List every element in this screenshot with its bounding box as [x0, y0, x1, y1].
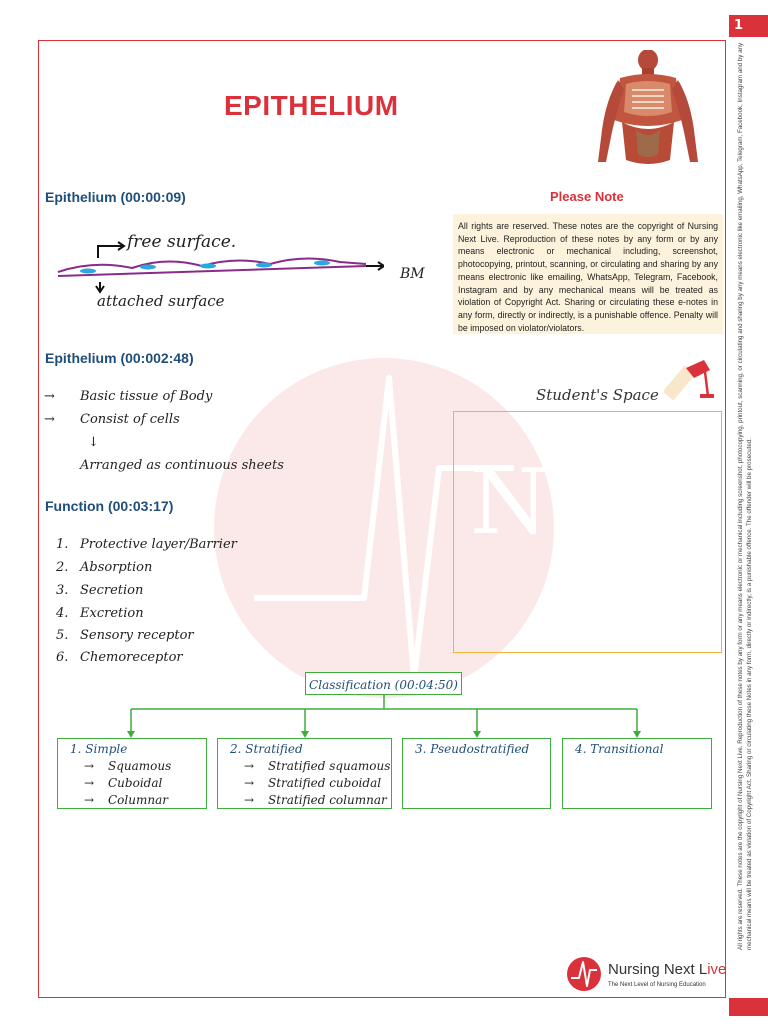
function-item: 4. Excretion: [56, 606, 144, 621]
label-bm: BM: [400, 266, 425, 282]
group-item: → Stratified squamous: [244, 759, 391, 773]
classification-box-stratified: [217, 738, 392, 809]
label-attached-surface: attached surface: [97, 292, 225, 310]
copyright-note-box: All rights are reserved. These notes are the copyright of Nursing Next Live. Reproduction of these notes by any form or by any means electronic or mechanical including, screenshot, photocopying, printout, scanning, or circulating and sharing by any means electronic like emailing, WhatsApp, Telegram, Facebook, Instagram and by any mechanical means will be treated as violation of Copyright Act. Sharing or circulating these e-notes in any form, directly or indirectly, is a punishable offence. Penalty will be imposed on violator/violators.: [453, 214, 723, 334]
classification-box-transitional: [562, 738, 712, 809]
nursing-next-live-logo-icon: [566, 956, 602, 992]
page-footer-bar: [729, 998, 768, 1016]
classification-box-simple: [57, 738, 207, 809]
group-title: 3. Pseudostratified: [415, 742, 530, 756]
arrow-icon: →: [44, 389, 55, 404]
classification-title-box: [305, 672, 462, 695]
function-item: 3. Secretion: [56, 583, 144, 598]
watermark-n-letter: N: [470, 450, 549, 555]
function-item: 5. Sensory receptor: [56, 628, 194, 643]
function-item: 2. Absorption: [56, 560, 153, 575]
students-space-label: Student's Space: [536, 386, 659, 404]
please-note-title: Please Note: [550, 189, 624, 204]
bullet-text: Basic tissue of Body: [80, 389, 213, 404]
heading-epithelium-1: Epithelium (00:00:09): [45, 189, 186, 205]
group-item: → Stratified cuboidal: [244, 776, 382, 790]
group-item: → Squamous: [84, 759, 172, 773]
heading-epithelium-2: Epithelium (00:002:48): [45, 350, 194, 366]
down-arrow-icon: ↓: [88, 435, 99, 450]
arrow-icon: →: [44, 412, 55, 427]
group-item: → Columnar: [84, 793, 168, 807]
side-copyright-notice: All rights are reserved. These notes are the copyright of Nursing Next Live. Reproduction of these notes by any form or any means electronic or mechanical including screenshot, photocopying, printout, scanning, or circulating and sharing by any means electronic like emailing, WhatsApp, Telegram, Facebook, Instagram and by any mechanical means will be treated as violation of Copyright Act. Sharing or circulating these Notes in any form, directly or indirectly, is a punishable offence. The offender will be prosecuted.: [737, 42, 753, 950]
group-item: → Cuboidal: [84, 776, 163, 790]
logo-wordmark: Nursing Next Live: [608, 961, 727, 978]
bullet-text: Consist of cells: [80, 412, 180, 427]
classification-box-pseudostratified: [402, 738, 551, 809]
classification-title: Classification (00:04:50): [309, 678, 458, 692]
page-title: EPITHELIUM: [224, 90, 399, 121]
group-title: 4. Transitional: [575, 742, 664, 756]
bullet-continuous-sheets: Arranged as continuous sheets: [80, 458, 284, 473]
heading-function: Function (00:03:17): [45, 498, 174, 514]
label-free-surface: free surface.: [127, 232, 237, 252]
function-item: 1. Protective layer/Barrier: [56, 537, 237, 552]
group-item: → Stratified columnar: [244, 793, 387, 807]
group-title: 1. Simple: [70, 742, 128, 756]
function-item: 6. Chemoreceptor: [56, 650, 183, 665]
page-number: 1: [729, 15, 768, 37]
group-title: 2. Stratified: [230, 742, 303, 756]
logo-tagline: The Next Level of Nursing Education: [608, 982, 706, 988]
